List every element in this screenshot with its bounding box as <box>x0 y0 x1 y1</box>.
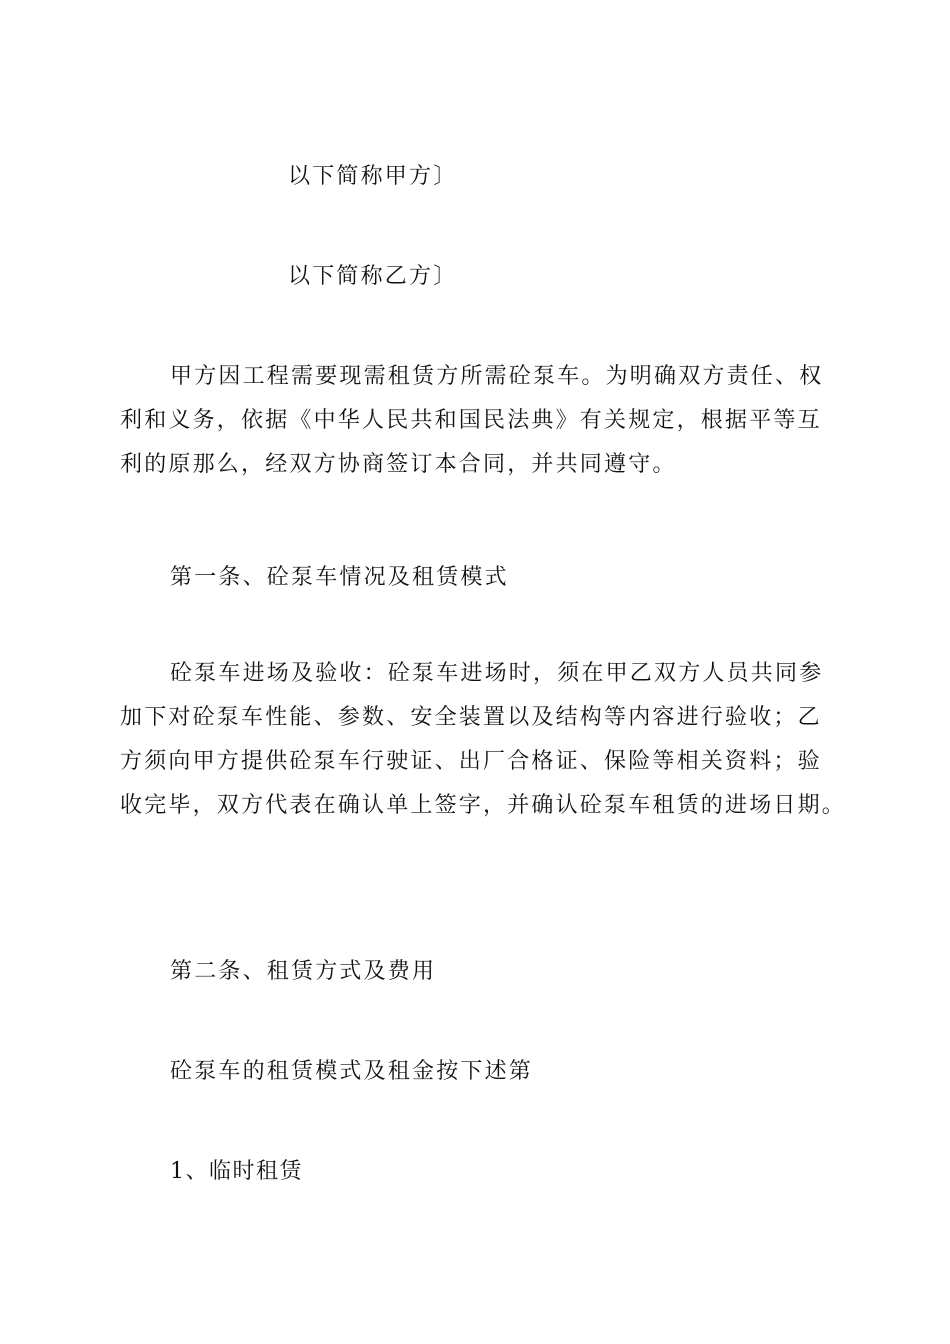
intro-line-1: 甲方因工程需要现需租赁方所需砼泵车。为明确双方责任、权 <box>170 364 824 389</box>
article-1-line-2: 加下对砼泵车性能、参数、安全装置以及结构等内容进行验收；乙 <box>120 705 822 730</box>
item-1: 1、临时租赁 <box>170 1159 303 1184</box>
intro-line-3: 利的原那么，经双方协商签订本合同，并共同遵守。 <box>120 452 677 477</box>
party-b-line: 以下简称乙方〕 <box>288 264 458 289</box>
article-1-line-4: 收完毕，双方代表在确认单上签字，并确认砼泵车租赁的进场日期。 <box>120 793 847 818</box>
article-1-title: 第一条、砼泵车情况及租赁模式 <box>170 565 509 590</box>
intro-paragraph <box>120 355 823 487</box>
article-1-line-3: 方须向甲方提供砼泵车行驶证、出厂合格证、保险等相关资料；验 <box>120 749 822 774</box>
article-1-line-1: 砼泵车进场及验收：砼泵车进场时，须在甲乙双方人员共同参 <box>170 661 824 686</box>
intro-line-2: 利和义务，依据《中华人民共和国民法典》有关规定，根据平等互 <box>120 408 822 433</box>
article-2-title: 第二条、租赁方式及费用 <box>170 959 437 984</box>
article-2-body: 砼泵车的租赁模式及租金按下述第 <box>170 1059 534 1084</box>
article-1-body <box>120 652 846 828</box>
party-a-line: 以下简称甲方〕 <box>288 164 458 189</box>
